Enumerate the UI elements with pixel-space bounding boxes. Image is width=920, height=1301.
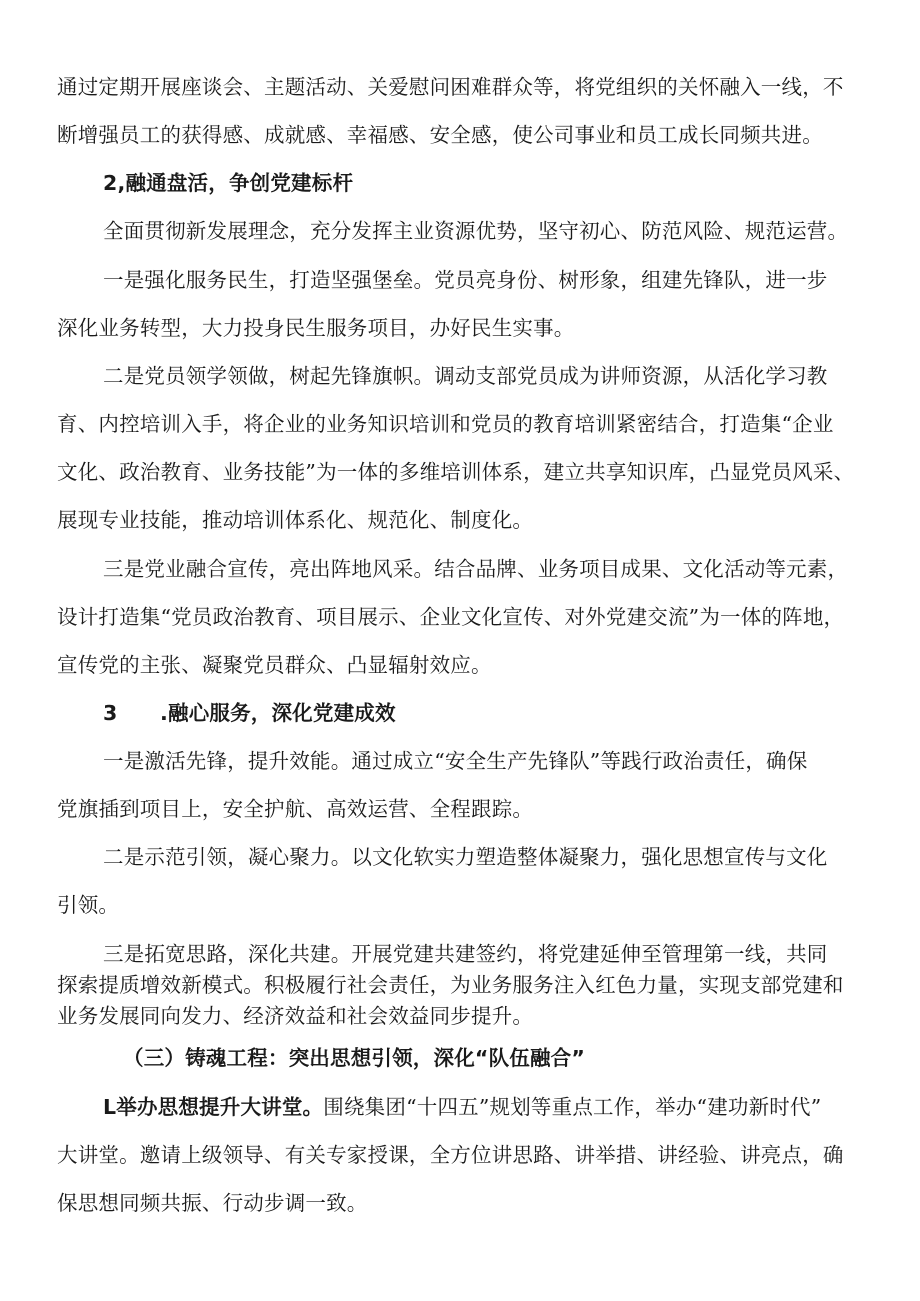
paragraph-line: 业务发展同向发力、经济效益和社会效益同步提升。	[57, 1004, 534, 1028]
paragraph-line: 通过定期开展座谈会、主题活动、关爱慰问困难群众等，将党组织的关怀融入一线，不	[57, 75, 844, 99]
paragraph-line: 引领。	[57, 893, 120, 917]
paragraph-line	[103, 1093, 821, 1121]
paragraph-line: 党旗插到项目上，安全护航、高效运营、全程跟踪。	[57, 797, 534, 821]
paragraph-line: 展现专业技能，推动培训体系化、规范化、制度化。	[57, 508, 534, 532]
paragraph-line: 深化业务转型，大力投身民生服务项目，办好民生实事。	[57, 316, 575, 340]
paragraph-line: 设计打造集“党员政治教育、项目展示、企业文化宣传、对外党建交流”为一体的阵地，	[57, 605, 845, 629]
paragraph-text: 围绕集团“十四五”规划等重点工作，举办“建功新时代”	[323, 1095, 822, 1119]
paragraph-lead: L举办思想提升大讲堂。	[103, 1095, 324, 1119]
paragraph-line: 一是强化服务民生，打造坚强堡垒。党员亮身份、树形象，组建先锋队，进一步	[103, 268, 828, 292]
paragraph-line: 宣传党的主张、凝聚党员群众、凸显辐射效应。	[57, 653, 492, 677]
paragraph-line: 一是激活先锋，提升效能。通过成立“安全生产先锋队”等践行政治责任，确保	[103, 749, 808, 773]
paragraph-line: 育、内控培训入手，将企业的业务知识培训和党员的教育培训紧密结合，打造集“企业	[57, 412, 834, 436]
paragraph-line: 二是党员领学领做，树起先锋旗帜。调动支部党员成为讲师资源，从活化学习教	[103, 364, 828, 388]
section-heading-2: 2,融通盘活，争创党建标杆	[103, 171, 354, 195]
paragraph-line: 断增强员工的获得感、成就感、幸福感、安全感，使公司事业和员工成长同频共进。	[57, 123, 823, 147]
section-heading-3-number: 3	[103, 701, 118, 725]
paragraph-line: 大讲堂。邀请上级领导、有关专家授课，全方位讲思路、讲举措、讲经验、讲亮点，确	[57, 1143, 844, 1167]
paragraph-line: 探索提质增效新模式。积极履行社会责任，为业务服务注入红色力量，实现支部党建和	[57, 973, 844, 997]
paragraph-line: 文化、政治教育、业务技能”为一体的多维培训体系，建立共享知识库，凸显党员风采、	[57, 460, 855, 484]
chapter-heading: （三）铸魂工程：突出思想引领，深化“队伍融合”	[123, 1046, 586, 1070]
paragraph-line: 三是党业融合宣传，亮出阵地风采。结合品牌、业务项目成果、文化活动等元素，	[103, 557, 849, 581]
paragraph-line: 三是拓宽思路，深化共建。开展党建共建签约，将党建延伸至管理第一线，共同	[103, 942, 828, 966]
paragraph-line: 二是示范引领，凝心聚力。以文化软实力塑造整体凝聚力，强化思想宣传与文化	[103, 845, 828, 869]
section-heading-3: .融心服务，深化党建成效	[160, 701, 396, 725]
paragraph-line: 全面贯彻新发展理念，充分发挥主业资源优势，坚守初心、防范风险、规范运营。	[103, 219, 849, 243]
paragraph-line: 保思想同频共振、行动步调一致。	[57, 1191, 368, 1215]
